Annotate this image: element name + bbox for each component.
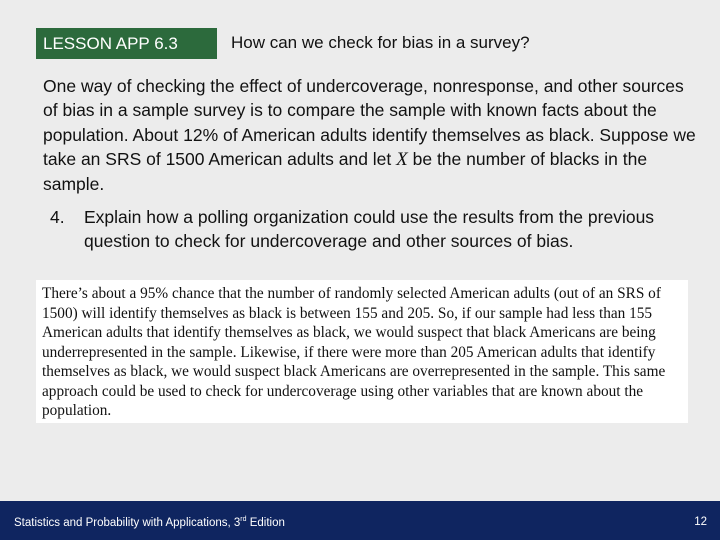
intro-text-after: be the number of blacks in the sample.: [43, 148, 648, 195]
intro-variable: X: [396, 148, 408, 170]
question-number: 4.: [50, 207, 65, 227]
page-number: 12: [694, 516, 707, 528]
answer-text: There’s about a 95% chance that the number of randomly selected American adults (out of an SRS of 1500) will identify themselves as black is between 155 and 205. So, if our sample had less than 155 American adults that identify themselves as black, we would suspect that black Americans are being underrepresented in the sample. Likewise, if there were more than 205 American adults that identify themselves as black, we would suspect black Americans are overrepresented in the sample. This same approach could be used to check for undercoverage using other variables that are known about the population.: [42, 285, 666, 419]
footer-text: [14, 516, 285, 529]
slide-title: How can we check for bias in a survey?: [231, 33, 530, 52]
footer-sup: rd: [240, 516, 247, 523]
answer-box: [36, 280, 688, 423]
footer-text-before: Statistics and Probability with Applications, 3: [14, 516, 241, 529]
intro-text-before: One way of checking the effect of undercoverage, nonresponse, and other sources of bias in a sample survey is to compare the sample with known facts about the population. About 12% of American adults identify themselves as black. Suppose we take an SRS of 1500 American adults and let: [43, 76, 696, 169]
intro-paragraph: [43, 74, 703, 196]
question-text: Explain how a polling organization could use the results from the previous question to check for undercoverage and other sources of bias.: [84, 207, 655, 252]
footer-text-after: Edition: [246, 516, 285, 529]
lesson-badge: LESSON APP 6.3: [36, 28, 217, 59]
footer-bar: [0, 501, 720, 540]
